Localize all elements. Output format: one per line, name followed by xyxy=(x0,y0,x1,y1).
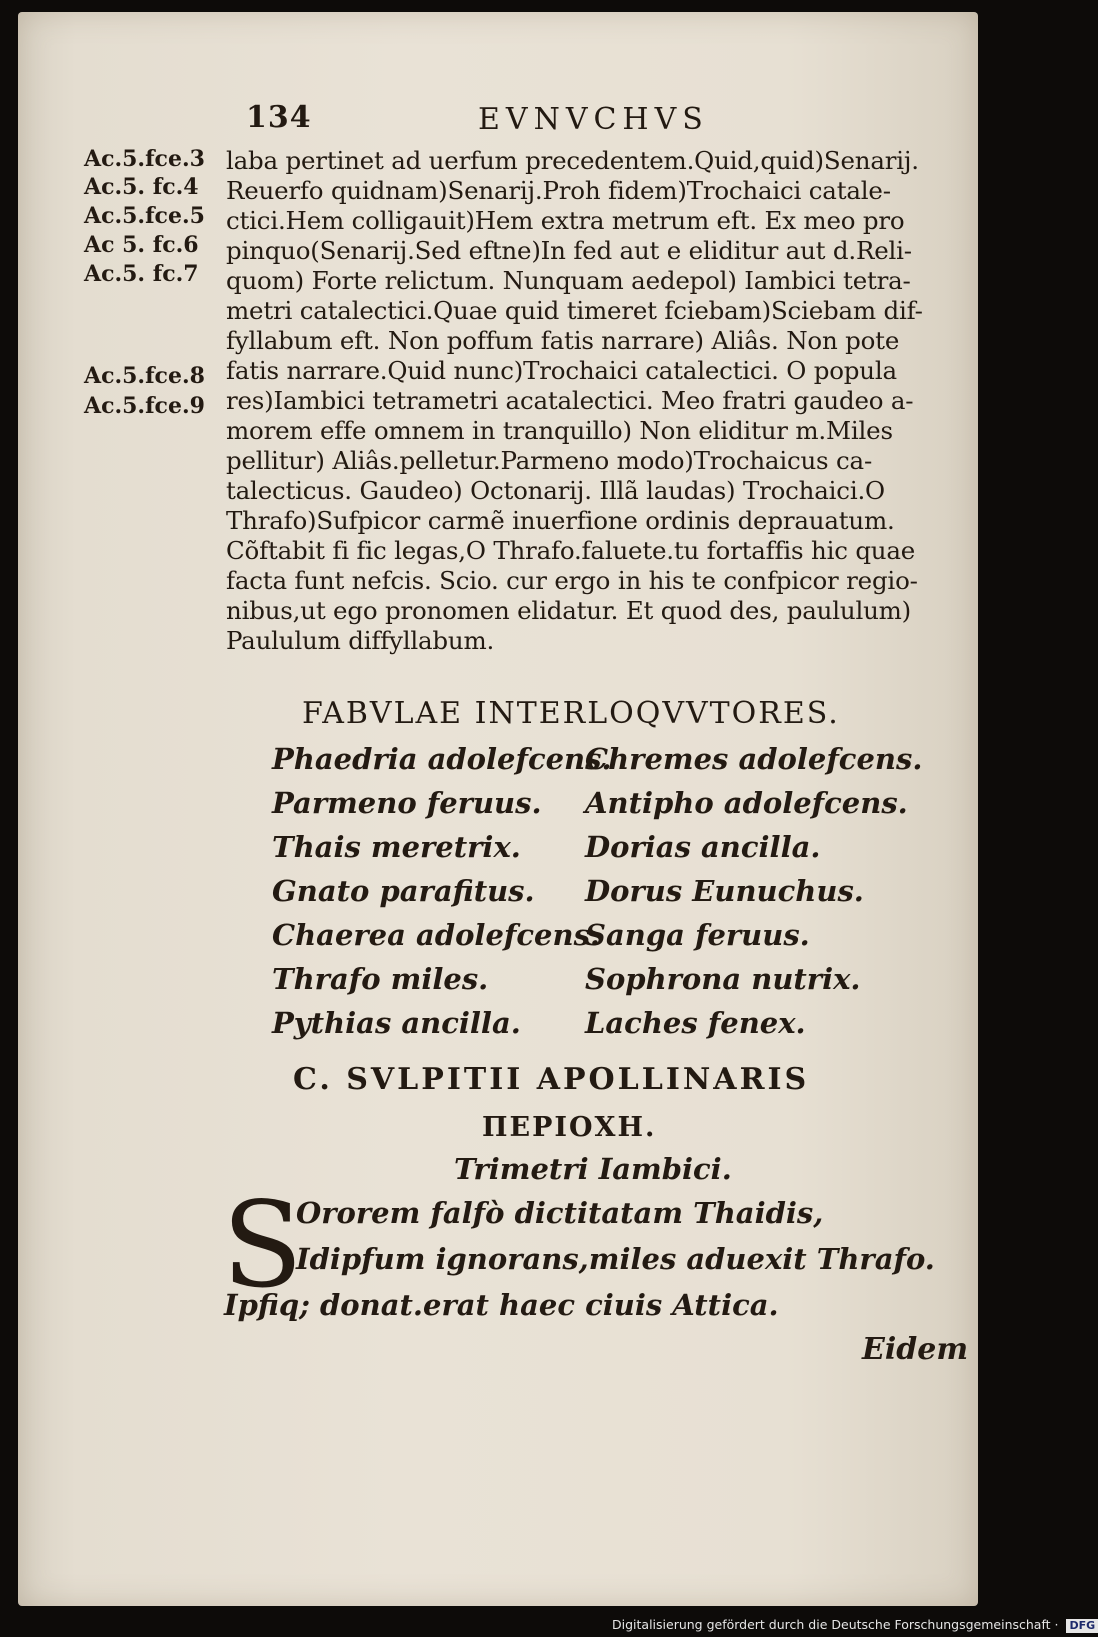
margin-note: Ac.5. fc.4 xyxy=(84,174,199,200)
text-line: Paululum diffyllabum. xyxy=(226,626,495,655)
margin-note: Ac.5.fce.5 xyxy=(84,203,205,229)
text-line: pinquo(Senarij.Sed eftne)In fed aut e eliditur aut d.Reli- xyxy=(226,236,912,265)
verse-heading: Trimetri Iambici. xyxy=(454,1152,732,1186)
character-name: Laches fenex. xyxy=(585,1006,806,1040)
verse-line: Ororem falfò dictitatam Thaidis, xyxy=(296,1196,824,1230)
text-line: nibus,ut ego pronomen elidatur. Et quod des, paululum) xyxy=(226,596,912,625)
text-line: quom) Forte relictum. Nunquam aedepol) Iambici tetra- xyxy=(226,266,911,295)
margin-note: Ac.5.fce.3 xyxy=(84,146,205,172)
margin-note: Ac.5. fc.7 xyxy=(84,261,199,287)
footer-credit: Digitalisierung gefördert durch die Deutsche Forschungsgemeinschaft · xyxy=(612,1617,1059,1632)
text-line: pellitur) Aliâs.pelletur.Parmeno modo)Trochaicus ca- xyxy=(226,446,873,475)
character-name: Dorus Eunuchus. xyxy=(585,874,864,908)
dfg-logo: DFG xyxy=(1066,1619,1098,1633)
text-line: Cõftabit fi fic legas,O Thrafo.faluete.tu fortaffis hic quae xyxy=(226,536,916,565)
character-name: Phaedria adolefcens. xyxy=(272,742,612,776)
page-header xyxy=(0,100,1000,144)
section-heading: FABVLAE INTERLOQVVTORES. xyxy=(302,696,840,731)
margin-note: Ac.5.fce.8 xyxy=(84,363,205,389)
text-line: Reuerfo quidnam)Senarij.Proh fidem)Trochaici catale- xyxy=(226,176,891,205)
character-name: Gnato parafitus. xyxy=(272,874,535,908)
character-name: Parmeno feruus. xyxy=(272,786,542,820)
author-heading: C. SVLPITII APOLLINARIS xyxy=(293,1062,810,1097)
page-number: 134 xyxy=(246,100,312,135)
character-name: Thrafo miles. xyxy=(272,962,489,996)
text-line: fyllabum eft. Non poffum fatis narrare) Aliâs. Non pote xyxy=(226,326,900,355)
text-line: morem effe omnem in tranquillo) Non eliditur m.Miles xyxy=(226,416,893,445)
text-line: ctici.Hem colligauit)Hem extra metrum eft. Ex meo pro xyxy=(226,206,905,235)
text-line: Thrafo)Sufpicor carmẽ inuerfione ordinis deprauatum. xyxy=(226,506,895,535)
character-name: Dorias ancilla. xyxy=(585,830,821,864)
character-name: Pythias ancilla. xyxy=(272,1006,521,1040)
text-line: metri catalectici.Quae quid timeret fciebam)Sciebam dif- xyxy=(226,296,923,325)
character-name: Sophrona nutrix. xyxy=(585,962,861,996)
running-title: EVNVCHVS xyxy=(478,102,709,137)
drop-cap: S xyxy=(222,1176,303,1314)
verse-line: Ipfiq; donat.erat haec ciuis Attica. xyxy=(224,1288,779,1322)
catchword: Eidem xyxy=(862,1332,969,1367)
text-line: res)Iambici tetrametri acatalectici. Meo fratri gaudeo a- xyxy=(226,386,914,415)
margin-note: Ac 5. fc.6 xyxy=(84,232,199,258)
character-name: Thais meretrix. xyxy=(272,830,521,864)
text-line: facta funt nefcis. Scio. cur ergo in his te confpicor regio- xyxy=(226,566,918,595)
character-name: Antipho adolefcens. xyxy=(585,786,908,820)
text-line: talecticus. Gaudeo) Octonarij. Illã laudas) Trochaici.O xyxy=(226,476,885,505)
verse-line: Idipfum ignorans,miles aduexit Thrafo. xyxy=(296,1242,935,1276)
greek-heading: ΠΕΡΙΟΧΗ. xyxy=(482,1112,657,1143)
character-name: Sanga feruus. xyxy=(585,918,810,952)
text-line: fatis narrare.Quid nunc)Trochaici catalectici. O popula xyxy=(226,356,897,385)
digitization-footer xyxy=(612,1617,1096,1637)
text-line: laba pertinet ad uerfum precedentem.Quid,quid)Senarij. xyxy=(226,146,919,175)
character-name: Chaerea adolefcens. xyxy=(272,918,600,952)
margin-note: Ac.5.fce.9 xyxy=(84,393,205,419)
character-name: Chremes adolefcens. xyxy=(585,742,923,776)
